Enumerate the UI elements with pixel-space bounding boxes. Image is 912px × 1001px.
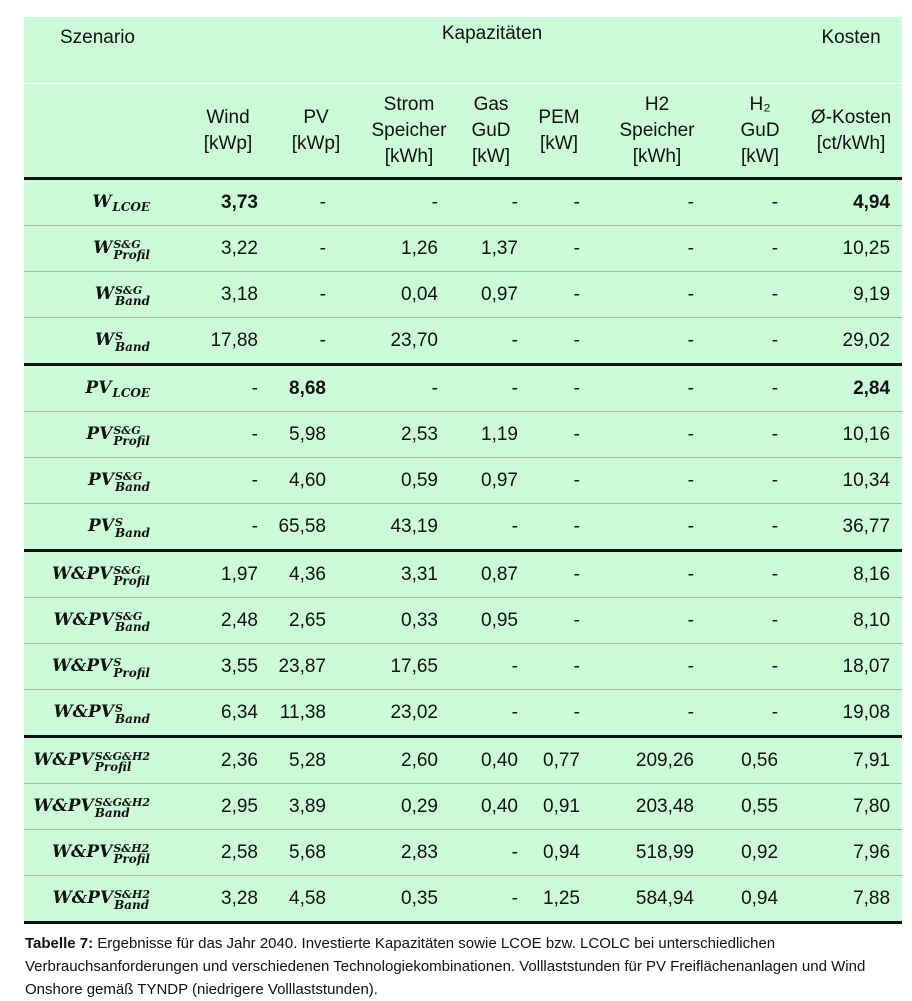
value-cell: 7,88 [800, 876, 902, 923]
table-row [24, 830, 902, 876]
value-cell: 6,34 [184, 690, 272, 737]
value-cell: - [524, 412, 594, 458]
value-cell: - [594, 504, 720, 551]
scenario-label [24, 365, 184, 412]
header-row-top [24, 17, 902, 84]
scenario-subscript: Profil [113, 573, 150, 588]
scenario-base: W [94, 329, 114, 350]
value-cell: 1,37 [458, 226, 524, 272]
value-cell: 0,59 [360, 458, 458, 504]
scenario-subscript: Band [114, 339, 150, 354]
value-cell: 9,19 [800, 272, 902, 318]
value-cell: - [458, 830, 524, 876]
value-cell: - [524, 644, 594, 690]
value-cell: 3,73 [184, 179, 272, 226]
value-cell: 7,80 [800, 784, 902, 830]
value-cell: - [720, 458, 800, 504]
scenario-superscript: S&G [114, 469, 143, 483]
scenario-label [24, 504, 184, 551]
scenario-subscript: Band [114, 479, 150, 494]
value-cell: - [720, 644, 800, 690]
value-cell: - [458, 318, 524, 365]
value-cell: 8,16 [800, 551, 902, 598]
table-row [24, 504, 902, 551]
value-cell: - [524, 272, 594, 318]
scenario-label [24, 598, 184, 644]
value-cell: 7,91 [800, 737, 902, 784]
value-cell: 0,92 [720, 830, 800, 876]
value-cell: 203,48 [594, 784, 720, 830]
scenario-superscript: S [114, 701, 123, 715]
scenario-base: W&PV [53, 609, 114, 630]
value-cell: - [272, 226, 360, 272]
value-cell: 2,84 [800, 365, 902, 412]
scenario-base: W&PV [33, 749, 94, 770]
value-cell: - [458, 690, 524, 737]
value-cell: - [720, 412, 800, 458]
scenario-base: PV [87, 469, 114, 490]
value-cell: - [524, 365, 594, 412]
table-row [24, 644, 902, 690]
table-row [24, 551, 902, 598]
value-cell: 5,98 [272, 412, 360, 458]
header-pem: PEM [kW] [524, 84, 594, 179]
value-cell: 4,94 [800, 179, 902, 226]
scenario-subscript: Profil [94, 759, 132, 774]
scenario-base: W&PV [51, 655, 113, 676]
value-cell: 0,40 [458, 784, 524, 830]
value-cell: 8,10 [800, 598, 902, 644]
value-cell: - [524, 226, 594, 272]
value-cell: 2,36 [184, 737, 272, 784]
scenario-base: W&PV [51, 841, 113, 862]
value-cell: - [458, 365, 524, 412]
value-cell: 0,77 [524, 737, 594, 784]
value-cell: 65,58 [272, 504, 360, 551]
table-row [24, 598, 902, 644]
value-cell: 2,95 [184, 784, 272, 830]
value-cell: 0,33 [360, 598, 458, 644]
value-cell: - [272, 318, 360, 365]
scenario-label [24, 179, 184, 226]
scenario-base: PV [85, 378, 112, 398]
value-cell: 8,68 [272, 365, 360, 412]
table-body [24, 179, 902, 923]
scenario-base: W [93, 237, 113, 258]
value-cell: 2,83 [360, 830, 458, 876]
value-cell: 5,28 [272, 737, 360, 784]
caption-label: Tabelle 7: [25, 935, 94, 952]
value-cell: - [184, 458, 272, 504]
value-cell: 23,70 [360, 318, 458, 365]
scenario-superscript: S [114, 515, 123, 529]
value-cell: 3,18 [184, 272, 272, 318]
scenario-subscript: Band [114, 711, 150, 726]
value-cell: - [184, 412, 272, 458]
table-row [24, 690, 902, 737]
value-cell: - [594, 272, 720, 318]
value-cell: 1,19 [458, 412, 524, 458]
table-row [24, 272, 902, 318]
value-cell: 0,94 [720, 876, 800, 923]
table-row [24, 412, 902, 458]
value-cell: - [720, 551, 800, 598]
scenario-base: W&PV [33, 795, 94, 816]
value-cell: 10,16 [800, 412, 902, 458]
table-row [24, 365, 902, 412]
header-strom-speicher: Strom Speicher [kWh] [360, 84, 458, 179]
scenario-superscript: S&G&H2 [94, 795, 150, 809]
value-cell: 10,34 [800, 458, 902, 504]
value-cell: 17,65 [360, 644, 458, 690]
header-h2-speicher: H2 Speicher [kWh] [594, 84, 720, 179]
scenario-label [24, 784, 184, 830]
header-h2-gud: H₂ GuD [kW] [720, 84, 800, 179]
value-cell: - [360, 179, 458, 226]
value-cell: 4,36 [272, 551, 360, 598]
value-cell: 1,25 [524, 876, 594, 923]
header-empty-cell [24, 84, 184, 179]
value-cell: 0,35 [360, 876, 458, 923]
scenario-subscript: Band [114, 619, 150, 634]
scenario-superscript: S&G [113, 563, 141, 577]
scenario-base: W&PV [52, 887, 114, 908]
value-cell: 2,58 [184, 830, 272, 876]
table-row [24, 737, 902, 784]
caption-text: Ergebnisse für das Jahr 2040. Investierte Kapazitäten sowie LCOE bzw. LCOLC bei unterschiedlichen Verbrauchsanforderungen und verschiedenen Technologiekombinationen. Volllaststunden für PV Freiflächenanlagen und Wind Onshore gemäß TYNDP (niedrigere Volllaststunden). [25, 935, 866, 998]
value-cell: 36,77 [800, 504, 902, 551]
scenario-label [24, 737, 184, 784]
value-cell: - [184, 365, 272, 412]
scenario-label [24, 412, 184, 458]
value-cell: 17,88 [184, 318, 272, 365]
value-cell: 0,94 [524, 830, 594, 876]
value-cell: 19,08 [800, 690, 902, 737]
value-cell: 0,97 [458, 272, 524, 318]
value-cell: 3,55 [184, 644, 272, 690]
table-caption [25, 932, 905, 1001]
value-cell: 1,97 [184, 551, 272, 598]
value-cell: 2,60 [360, 737, 458, 784]
table-row [24, 458, 902, 504]
table-row [24, 876, 902, 923]
scenario-superscript: S&G [113, 237, 141, 251]
value-cell: - [594, 412, 720, 458]
value-cell: - [720, 179, 800, 226]
value-cell: - [720, 690, 800, 737]
scenario-subscript: Band [114, 525, 150, 540]
value-cell: - [594, 365, 720, 412]
value-cell: - [272, 179, 360, 226]
value-cell: - [594, 179, 720, 226]
value-cell: 7,96 [800, 830, 902, 876]
value-cell: 2,48 [184, 598, 272, 644]
scenario-base: W&PV [53, 701, 114, 722]
header-cost: Ø-Kosten [ct/kWh] [800, 84, 902, 179]
results-table [24, 17, 902, 924]
scenario-base: W&PV [51, 563, 113, 584]
scenario-subscript: LCOE [112, 200, 150, 214]
header-gas-gud: Gas GuD [kW] [458, 84, 524, 179]
value-cell: - [360, 365, 458, 412]
scenario-subscript: Profil [113, 433, 150, 448]
value-cell: 29,02 [800, 318, 902, 365]
scenario-subscript: Profil [113, 851, 150, 866]
value-cell: 0,29 [360, 784, 458, 830]
value-cell: 4,58 [272, 876, 360, 923]
value-cell: - [524, 551, 594, 598]
table-row [24, 318, 902, 365]
header-capacities: Kapazitäten [441, 23, 543, 44]
scenario-superscript: S&G&H2 [94, 749, 150, 763]
value-cell: 0,56 [720, 737, 800, 784]
value-cell: - [272, 272, 360, 318]
value-cell: - [524, 318, 594, 365]
value-cell: - [594, 458, 720, 504]
table-row [24, 179, 902, 226]
value-cell: 0,97 [458, 458, 524, 504]
value-cell: - [458, 876, 524, 923]
value-cell: 0,91 [524, 784, 594, 830]
scenario-label [24, 690, 184, 737]
scenario-superscript: S [113, 655, 122, 669]
scenario-subscript: LCOE [112, 386, 150, 400]
scenario-base: PV [87, 515, 114, 536]
value-cell: - [458, 179, 524, 226]
scenario-superscript: S&G [114, 283, 143, 297]
value-cell: - [594, 644, 720, 690]
value-cell: - [594, 226, 720, 272]
scenario-base: W [94, 283, 114, 304]
value-cell: - [594, 690, 720, 737]
value-cell: 23,02 [360, 690, 458, 737]
scenario-label [24, 458, 184, 504]
value-cell: 2,53 [360, 412, 458, 458]
value-cell: 209,26 [594, 737, 720, 784]
table-row [24, 226, 902, 272]
value-cell: 23,87 [272, 644, 360, 690]
scenario-label [24, 551, 184, 598]
value-cell: 3,31 [360, 551, 458, 598]
value-cell: 3,89 [272, 784, 360, 830]
value-cell: 0,87 [458, 551, 524, 598]
header-row-units [24, 84, 902, 179]
scenario-superscript: S&H2 [114, 887, 150, 901]
value-cell: - [524, 458, 594, 504]
scenario-label [24, 272, 184, 318]
scenario-subscript: Band [94, 805, 130, 820]
value-cell: 10,25 [800, 226, 902, 272]
scenario-label [24, 226, 184, 272]
value-cell: 0,55 [720, 784, 800, 830]
scenario-subscript: Band [114, 293, 150, 308]
value-cell: - [720, 365, 800, 412]
scenario-superscript: S&G [114, 609, 143, 623]
scenario-superscript: S [114, 329, 123, 343]
scenario-label [24, 876, 184, 923]
results-table-container [24, 17, 902, 924]
table-row [24, 784, 902, 830]
value-cell: - [594, 598, 720, 644]
value-cell: - [458, 644, 524, 690]
value-cell: - [524, 179, 594, 226]
header-scenario: Szenario [60, 27, 135, 48]
value-cell: 1,26 [360, 226, 458, 272]
value-cell: - [594, 318, 720, 365]
value-cell: 0,95 [458, 598, 524, 644]
value-cell: - [594, 551, 720, 598]
value-cell: 3,28 [184, 876, 272, 923]
scenario-label [24, 830, 184, 876]
scenario-subscript: Band [114, 897, 150, 912]
value-cell: - [720, 598, 800, 644]
scenario-subscript: Profil [113, 665, 150, 680]
header-pv: PV [kWp] [272, 84, 360, 179]
header-wind: Wind [kWp] [184, 84, 272, 179]
value-cell: 4,60 [272, 458, 360, 504]
value-cell: - [524, 504, 594, 551]
scenario-label [24, 318, 184, 365]
value-cell: - [720, 272, 800, 318]
value-cell: 43,19 [360, 504, 458, 551]
value-cell: - [720, 504, 800, 551]
scenario-superscript: S&H2 [113, 841, 150, 855]
value-cell: 3,22 [184, 226, 272, 272]
value-cell: 2,65 [272, 598, 360, 644]
value-cell: - [720, 226, 800, 272]
value-cell: - [524, 690, 594, 737]
value-cell: 0,04 [360, 272, 458, 318]
scenario-label [24, 644, 184, 690]
value-cell: 5,68 [272, 830, 360, 876]
value-cell: - [524, 598, 594, 644]
scenario-subscript: Profil [113, 247, 150, 262]
value-cell: 0,40 [458, 737, 524, 784]
scenario-superscript: S&G [113, 423, 141, 437]
scenario-base: PV [86, 423, 113, 444]
value-cell: 584,94 [594, 876, 720, 923]
value-cell: 11,38 [272, 690, 360, 737]
scenario-base: W [92, 192, 112, 212]
value-cell: 518,99 [594, 830, 720, 876]
header-costs: Kosten [821, 27, 881, 48]
value-cell: - [458, 504, 524, 551]
value-cell: - [720, 318, 800, 365]
value-cell: 18,07 [800, 644, 902, 690]
value-cell: - [184, 504, 272, 551]
